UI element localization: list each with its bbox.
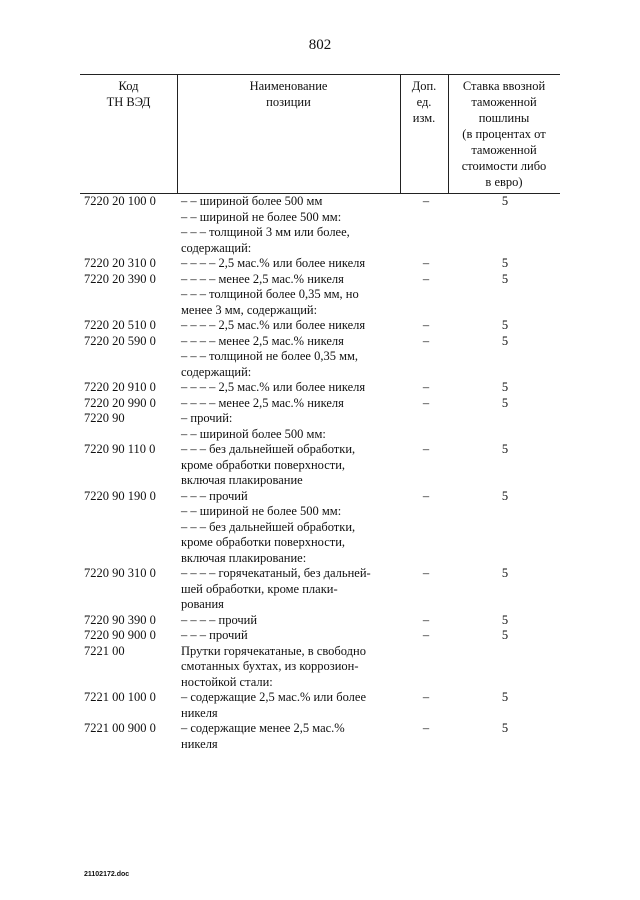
position-name: – – – толщиной не более 0,35 мм, содержащий: [181, 349, 359, 379]
tariff-code: 7220 90 310 0 [84, 566, 156, 580]
tariff-code: 7220 20 100 0 [84, 194, 156, 208]
header-unit: Доп. ед. изм. [411, 79, 437, 125]
tariff-code: 7220 90 900 0 [84, 628, 156, 642]
table-row [0, 644, 640, 691]
position-name: – – – – 2,5 мас.% или более никеля [181, 380, 366, 394]
tariff-code: 7220 90 [84, 411, 125, 425]
position-name: – – – – 2,5 мас.% или более никеля [181, 256, 366, 270]
tariff-code: 7220 20 990 0 [84, 395, 156, 410]
position-name: – прочий: [181, 411, 233, 425]
tariff-code: 7220 20 910 0 [84, 380, 156, 394]
tariff-code: 7220 20 590 0 [84, 333, 156, 348]
table-row [0, 566, 640, 613]
table-row [0, 613, 640, 629]
position-name: – – – прочий [181, 628, 248, 642]
position-name: – – шириной более 500 мм [181, 194, 323, 208]
header-name: Наименование позиции [249, 79, 328, 109]
additional-unit: – [422, 442, 430, 456]
table-row [0, 721, 640, 752]
table-row [0, 520, 640, 567]
document-filename: 21102172.doc [84, 871, 130, 878]
table-body [0, 194, 640, 752]
additional-unit: – [422, 380, 430, 394]
additional-unit: – [422, 612, 430, 627]
tariff-code: 7220 90 390 0 [84, 612, 156, 627]
table-row [0, 194, 640, 210]
tariff-code: 7221 00 900 0 [84, 721, 156, 735]
additional-unit: – [422, 333, 430, 348]
table-row [0, 628, 640, 644]
additional-unit: – [422, 271, 430, 286]
additional-unit: – [422, 395, 430, 410]
duty-rate: 5 [501, 333, 509, 348]
table-row [0, 489, 640, 505]
position-name: – – – – менее 2,5 мас.% никеля [181, 395, 344, 410]
table-row [0, 380, 640, 396]
duty-rate: 5 [501, 271, 509, 286]
tariff-code: 7220 20 510 0 [84, 318, 156, 332]
additional-unit: – [422, 566, 430, 580]
duty-rate: 5 [501, 318, 509, 332]
tariff-code: 7220 20 390 0 [84, 271, 156, 286]
additional-unit: – [422, 256, 430, 270]
position-name: – – шириной не более 500 мм: [181, 209, 342, 224]
position-name: – – – – горячекатаный, без дальней- шей обработки, кроме плаки- рования [181, 566, 371, 611]
table-row [0, 690, 640, 721]
tariff-code: 7220 90 190 0 [84, 488, 156, 503]
position-name: – содержащие менее 2,5 мас.% никеля [181, 721, 345, 751]
position-name: – – – толщиной 3 мм или более, содержащий: [181, 225, 350, 255]
table-row [0, 442, 640, 489]
position-name: – – – – менее 2,5 мас.% никеля [181, 271, 344, 286]
tariff-code: 7221 00 100 0 [84, 690, 156, 704]
duty-rate: 5 [501, 380, 509, 394]
header-rate: Ставка ввозной таможенной пошлины (в процентах от таможенной стоимости либо в евро) [461, 79, 547, 189]
duty-rate: 5 [501, 256, 509, 270]
additional-unit: – [422, 318, 430, 332]
header-code: Код ТН ВЭД [106, 79, 151, 109]
duty-rate: 5 [501, 194, 509, 208]
position-name: – – – – менее 2,5 мас.% никеля [181, 333, 344, 348]
table-row [0, 272, 640, 288]
table-row [0, 427, 640, 443]
position-name: Прутки горячекатаные, в свободно смотанных бухтах, из коррозион- ностойкой стали: [181, 643, 366, 689]
duty-rate: 5 [501, 566, 509, 580]
position-name: – – – без дальнейшей обработки, кроме обработки поверхности, включая плакирование: [181, 519, 356, 565]
position-name: – содержащие 2,5 мас.% или более никеля [181, 690, 366, 720]
table-row [0, 349, 640, 380]
table-top-rule [80, 74, 560, 75]
position-name: – – – прочий [181, 488, 248, 503]
table-row [0, 225, 640, 256]
tariff-code: 7220 90 110 0 [84, 442, 156, 456]
tariff-code: 7221 00 [84, 643, 125, 658]
table-row [0, 334, 640, 350]
position-name: – – шириной не более 500 мм: [181, 504, 342, 518]
additional-unit: – [422, 690, 430, 704]
position-name: – – шириной более 500 мм: [181, 426, 326, 441]
table-row [0, 396, 640, 412]
table-row [0, 287, 640, 318]
table-row [0, 256, 640, 272]
tariff-code: 7220 20 310 0 [84, 256, 156, 270]
duty-rate: 5 [501, 442, 509, 456]
table-row [0, 318, 640, 334]
duty-rate: 5 [501, 395, 509, 410]
duty-rate: 5 [501, 628, 509, 642]
additional-unit: – [422, 628, 430, 642]
table-row [0, 504, 640, 520]
page-number: 802 [308, 37, 332, 53]
duty-rate: 5 [501, 488, 509, 503]
duty-rate: 5 [501, 612, 509, 627]
position-name: – – – – 2,5 мас.% или более никеля [181, 318, 366, 332]
position-name: – – – без дальнейшей обработки, кроме обработки поверхности, включая плакирование [181, 442, 356, 487]
position-name: – – – толщиной более 0,35 мм, но менее 3 мм, содержащий: [181, 287, 359, 317]
additional-unit: – [422, 721, 430, 735]
table-row [0, 411, 640, 427]
duty-rate: 5 [501, 721, 509, 735]
additional-unit: – [422, 488, 430, 503]
position-name: – – – – прочий [181, 612, 258, 627]
table-row [0, 210, 640, 226]
duty-rate: 5 [501, 690, 509, 704]
additional-unit: – [422, 194, 430, 208]
